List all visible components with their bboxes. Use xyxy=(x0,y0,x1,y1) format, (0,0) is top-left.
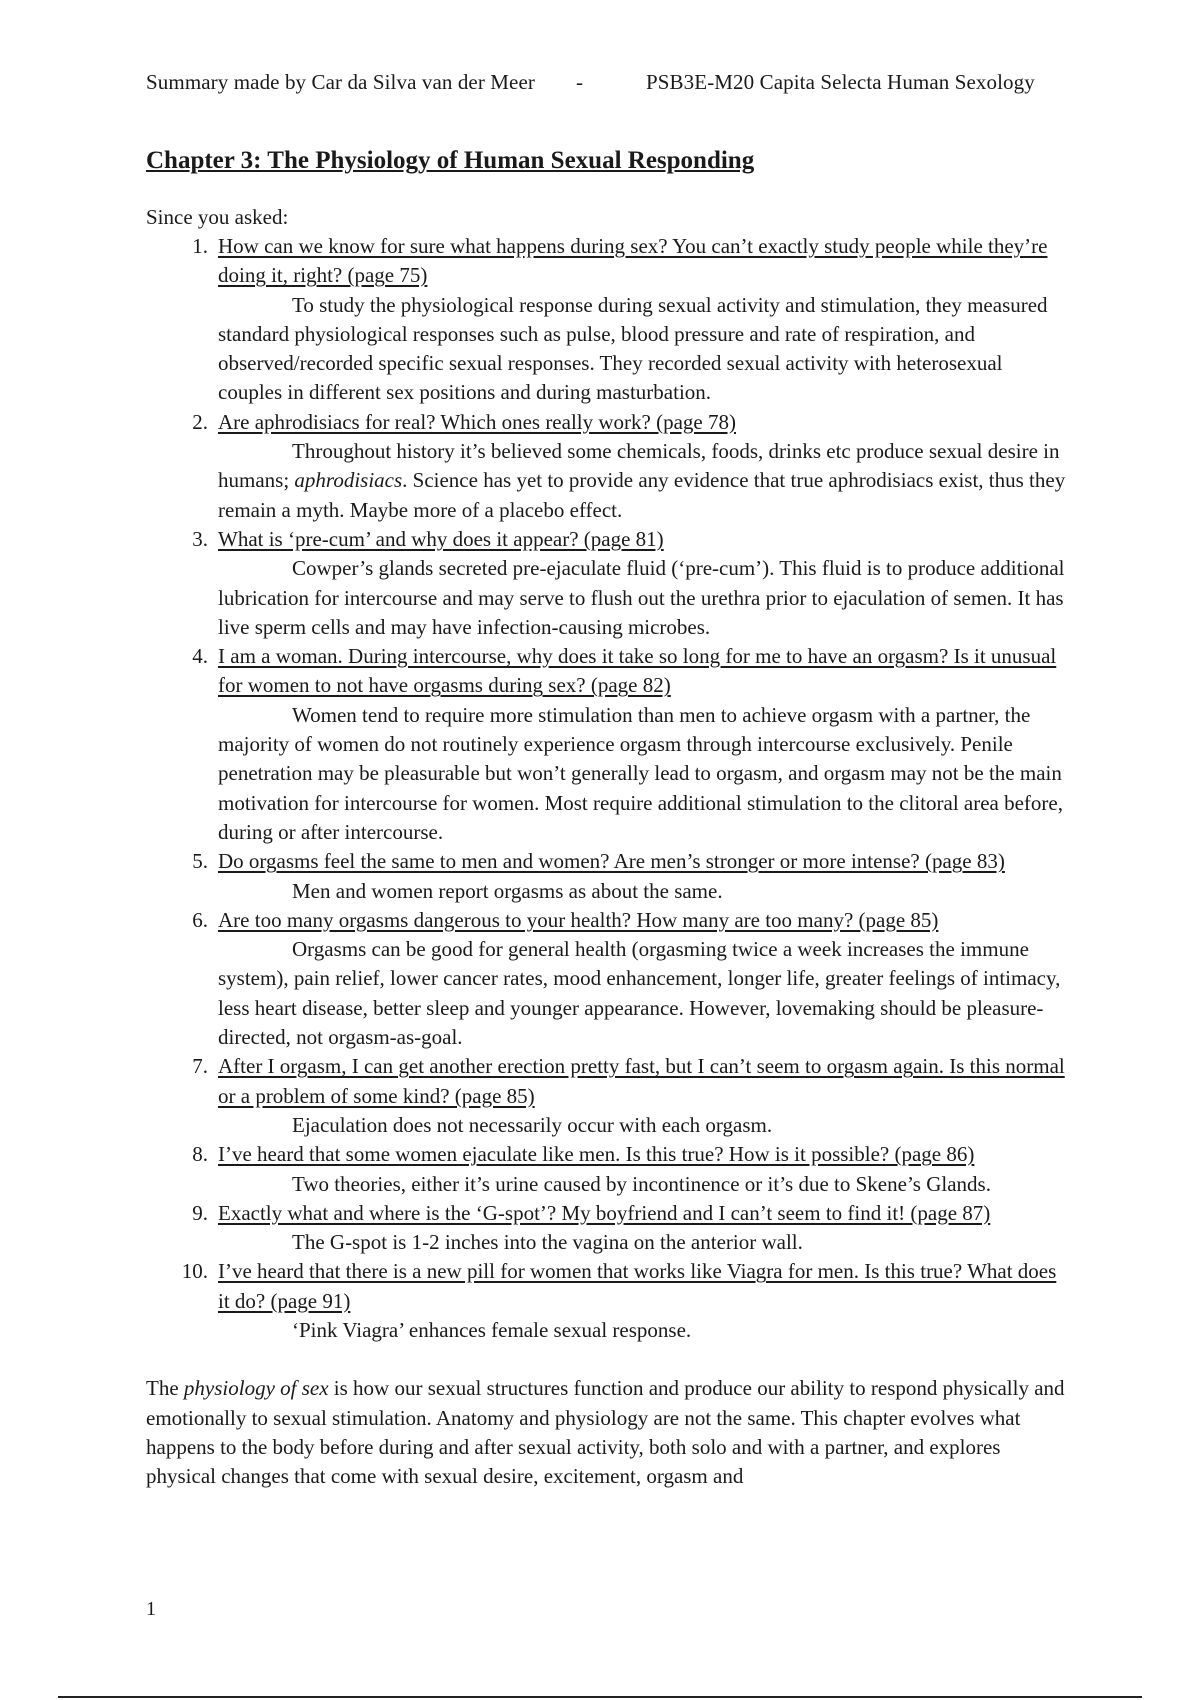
qa-list xyxy=(146,232,1066,1345)
intro-text: Since you asked: xyxy=(146,205,289,229)
qa-number: 6. xyxy=(192,907,208,932)
paragraph-text: The xyxy=(146,1376,184,1401)
qa-answer: The G-spot is 1-2 inches into the vagina on the anterior wall. xyxy=(292,1230,803,1255)
closing-paragraph xyxy=(146,1374,1066,1491)
qa-item-1 xyxy=(146,232,1066,408)
qa-number: 10. xyxy=(181,1259,208,1284)
qa-question: What is ‘pre-cum’ and why does it appear? (page 81) xyxy=(218,526,664,551)
paragraph-term: physiology of sex xyxy=(183,1376,329,1401)
qa-question: How can we know for sure what happens during sex? You can’t exactly study people while they’re doing it, right? (page 75) xyxy=(218,234,1048,288)
qa-answer: Women tend to require more stimulation than men to achieve orgasm with a partner, the majority of women do not routinely experience orgasm through intercourse exclusively. Penile penetration may be pleasurable but won’t generally lead to orgasm, and orgasm may not be the main motivation for intercourse for women. Most require additional stimulation to the clitoral area before, during or after intercourse. xyxy=(218,702,1063,844)
qa-number: 2. xyxy=(192,409,208,434)
qa-answer: Men and women report orgasms as about the same. xyxy=(292,878,723,903)
qa-number: 8. xyxy=(192,1142,208,1167)
qa-question: Exactly what and where is the ‘G-spot’? My boyfriend and I can’t seem to find it! (page 87) xyxy=(218,1200,991,1225)
qa-number: 7. xyxy=(192,1054,208,1079)
page-number: 1 xyxy=(146,1598,156,1620)
qa-item-10 xyxy=(146,1257,1066,1345)
qa-item-5 xyxy=(146,847,1066,906)
chapter-title: Chapter 3: The Physiology of Human Sexual Responding xyxy=(146,147,755,174)
qa-question: I’ve heard that some women ejaculate like men. Is this true? How is it possible? (page 86) xyxy=(218,1142,975,1167)
qa-item-8 xyxy=(146,1140,1066,1199)
qa-answer-term: aphrodisiacs xyxy=(294,468,403,493)
qa-question: Are aphrodisiacs for real? Which ones really work? (page 78) xyxy=(218,409,736,434)
qa-question: Do orgasms feel the same to men and women? Are men’s stronger or more intense? (page 83) xyxy=(218,849,1005,874)
qa-answer xyxy=(218,437,1066,525)
qa-item-2 xyxy=(146,408,1066,525)
header-course: PSB3E-M20 Capita Selecta Human Sexology xyxy=(646,70,1035,94)
page-header xyxy=(146,70,1066,95)
qa-item-9 xyxy=(146,1199,1066,1258)
qa-answer: Orgasms can be good for general health (orgasming twice a week increases the immune system), pain relief, lower cancer rates, mood enhancement, longer life, greater feelings of intimacy, less heart disease, better sleep and younger appearance. However, lovemaking should be pleasure-directed, not orgasm-as-goal. xyxy=(218,937,1061,1050)
qa-item-6 xyxy=(146,906,1066,1052)
qa-answer: ‘Pink Viagra’ enhances female sexual response. xyxy=(292,1317,692,1342)
qa-item-4 xyxy=(146,642,1066,847)
qa-answer: To study the physiological response during sexual activity and stimulation, they measured standard physiological responses such as pulse, blood pressure and rate of respiration, and observed/recorded specific sexual responses. They recorded sexual activity with heterosexual couples in different sex positions and during masturbation. xyxy=(218,292,1048,405)
qa-item-3 xyxy=(146,525,1066,642)
qa-answer: Cowper’s glands secreted pre-ejaculate fluid (‘pre-cum’). This fluid is to produce additional lubrication for intercourse and may serve to flush out the urethra prior to ejaculation of semen. It has live sperm cells and may have infection-causing microbes. xyxy=(218,556,1065,639)
qa-number: 1. xyxy=(192,234,208,258)
header-separator: - xyxy=(576,70,584,94)
qa-answer: Two theories, either it’s urine caused by incontinence or it’s due to Skene’s Glands. xyxy=(292,1171,991,1196)
qa-question: I’ve heard that there is a new pill for women that works like Viagra for men. Is this true? What does it do? (page 91) xyxy=(218,1259,1057,1313)
qa-question: After I orgasm, I can get another erection pretty fast, but I can’t seem to orgasm again. Is this normal or a problem of some kind? (page 85) xyxy=(218,1054,1065,1108)
paragraph-text: is how our sexual structures function and produce our ability to respond physically and emotionally to sexual stimulation. Anatomy and physiology are not the same. This chapter evolves what happens to the body before during and after sexual activity, both solo and with a partner, and explores physical changes that come with sexual desire, excitement, orgasm and xyxy=(146,1376,1065,1489)
header-author: Summary made by Car da Silva van der Meer xyxy=(146,70,535,94)
qa-number: 3. xyxy=(192,526,208,551)
qa-question: I am a woman. During intercourse, why does it take so long for me to have an orgasm? Is it unusual for women to not have orgasms during sex? (page 82) xyxy=(218,644,1057,698)
qa-item-7 xyxy=(146,1052,1066,1140)
qa-question: Are too many orgasms dangerous to your health? How many are too many? (page 85) xyxy=(218,907,939,932)
qa-number: 9. xyxy=(192,1200,208,1225)
qa-number: 5. xyxy=(192,849,208,874)
page-bottom-rule xyxy=(58,1696,1142,1698)
qa-number: 4. xyxy=(192,644,208,669)
qa-answer-text: Throughout history it’s believed some chemicals, foods, drinks etc produce sexual desire in humans; xyxy=(218,439,1060,493)
qa-answer: Ejaculation does not necessarily occur with each orgasm. xyxy=(292,1112,773,1137)
qa-answer-text: . Science has yet to provide any evidence that true aphrodisiacs exist, thus they remain a myth. Maybe more of a placebo effect. xyxy=(218,468,1066,522)
document-page xyxy=(146,70,1066,1512)
